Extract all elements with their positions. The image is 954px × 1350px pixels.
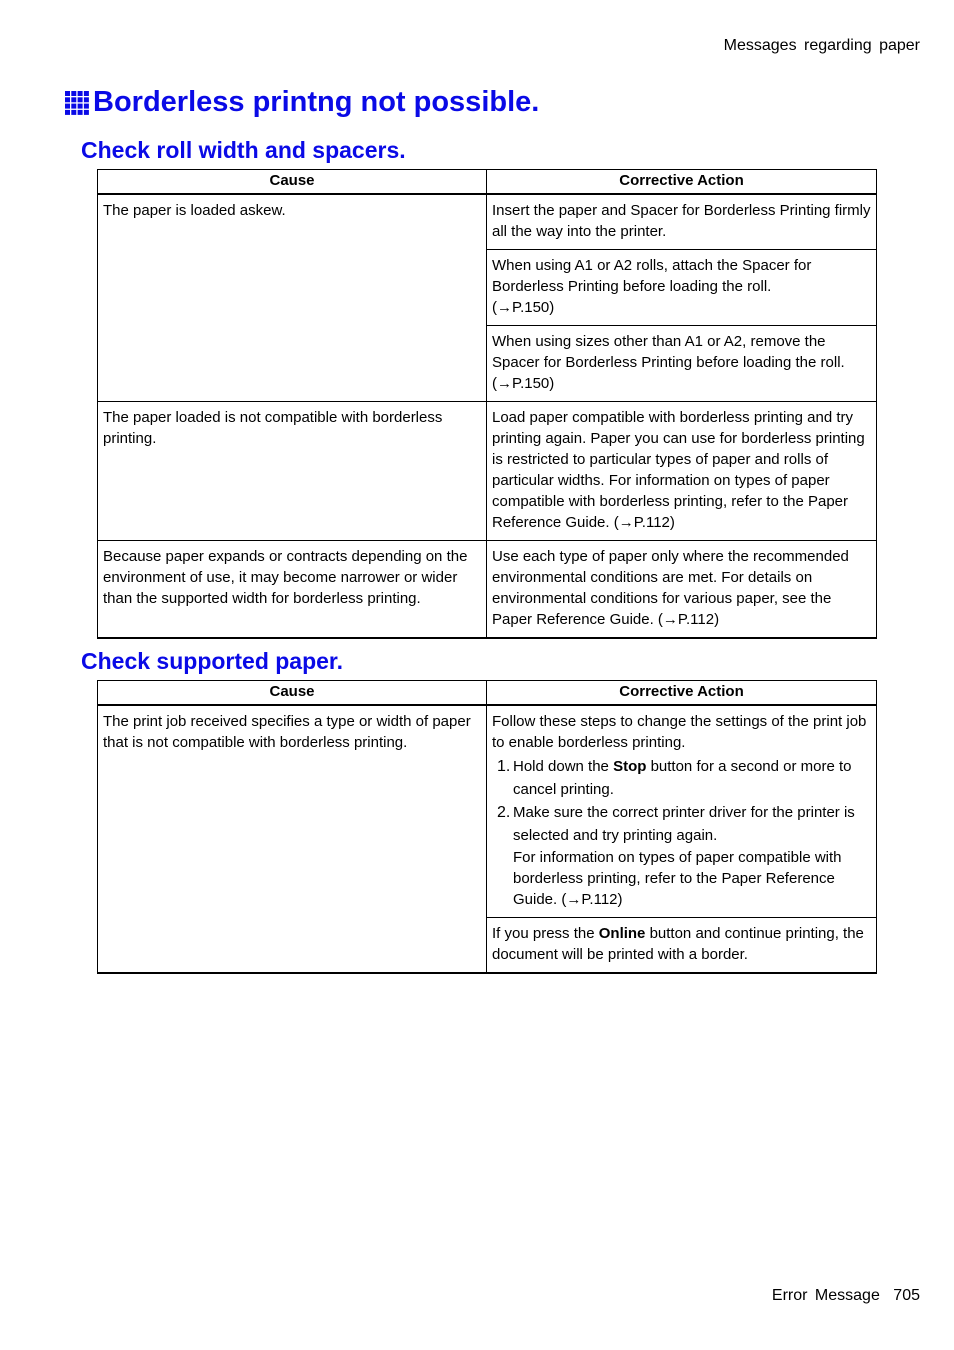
action-cell: If you press the Online button and continue printing, the document will be printed with a border. bbox=[487, 918, 877, 974]
column-header-action: Corrective Action bbox=[487, 681, 877, 706]
section-heading-supported-paper: Check supported paper. bbox=[81, 648, 344, 674]
table-header-row bbox=[98, 170, 877, 195]
cause-cell: The paper loaded is not compatible with borderless printing. bbox=[98, 402, 487, 541]
action-cell bbox=[487, 326, 877, 402]
step-number: 1. bbox=[497, 758, 511, 775]
table-row bbox=[98, 541, 877, 639]
step-note: For information on types of paper compatible with borderless printing, refer to the Paper Reference Guide. (→P.112) bbox=[513, 849, 842, 908]
online-button-label: Online bbox=[598, 925, 646, 942]
running-header: Messages regarding paper bbox=[723, 37, 920, 54]
table-row bbox=[98, 402, 877, 541]
action-intro: Follow these steps to change the settings of the print job to enable borderless printing. bbox=[492, 713, 867, 751]
action-cell: Use each type of paper only where the recommended environmental conditions are met. For details on environmental conditions for various paper, see the Paper Reference Guide. (→P.112) bbox=[487, 541, 877, 639]
footer-label: Error Message bbox=[771, 1287, 880, 1304]
section-heading-roll-width: Check roll width and spacers. bbox=[81, 137, 406, 163]
page-title-text: Borderless printng not possible. bbox=[93, 86, 540, 118]
stop-button-label: Stop bbox=[613, 758, 647, 775]
step-list bbox=[492, 755, 871, 910]
grid-icon bbox=[65, 91, 89, 115]
page-title bbox=[65, 86, 539, 119]
column-header-action: Corrective Action bbox=[487, 170, 877, 195]
column-header-cause: Cause bbox=[98, 170, 487, 195]
step-item bbox=[492, 801, 871, 910]
cause-cell: The print job received specifies a type or width of paper that is not compatible with borderless printing. bbox=[98, 705, 487, 973]
page-footer bbox=[772, 1287, 920, 1305]
action-cell bbox=[487, 705, 877, 918]
cause-cell: The paper is loaded askew. bbox=[98, 194, 487, 402]
action-text: When using A1 or A2 rolls, attach the Spacer for Borderless Printing before loading the roll. bbox=[492, 257, 812, 295]
page-reference-link[interactable]: (→P.150) bbox=[492, 299, 555, 316]
cause-cell: Because paper expands or contracts depending on the environment of use, it may become narrower or wider than the supported width for borderless printing. bbox=[98, 541, 487, 639]
step-text: Make sure the correct printer driver for the printer is selected and try printing again. bbox=[513, 804, 855, 844]
action-cell: Insert the paper and Spacer for Borderless Printing firmly all the way into the printer. bbox=[487, 194, 877, 250]
cause-action-table-roll-width bbox=[97, 169, 877, 639]
step-text: Hold down the Stop button for a second or more to cancel printing. bbox=[513, 758, 852, 798]
column-header-cause: Cause bbox=[98, 681, 487, 706]
step-number: 2. bbox=[497, 804, 511, 821]
table-row bbox=[98, 194, 877, 250]
action-text: When using sizes other than A1 or A2, remove the Spacer for Borderless Printing before loading the roll. bbox=[492, 333, 845, 371]
action-cell bbox=[487, 250, 877, 326]
table-header-row bbox=[98, 681, 877, 706]
page-number: 705 bbox=[893, 1287, 920, 1304]
page-reference-link[interactable]: (→P.150) bbox=[492, 375, 555, 392]
cause-action-table-supported-paper bbox=[97, 680, 877, 974]
step-item bbox=[492, 755, 871, 801]
action-cell: Load paper compatible with borderless printing and try printing again. Paper you can use for borderless printing is restricted to particular types of paper and rolls of particular widths. For information on types of paper compatible with borderless printing, refer to the Paper Reference Guide. (→P.112) bbox=[487, 402, 877, 541]
table-row bbox=[98, 705, 877, 918]
